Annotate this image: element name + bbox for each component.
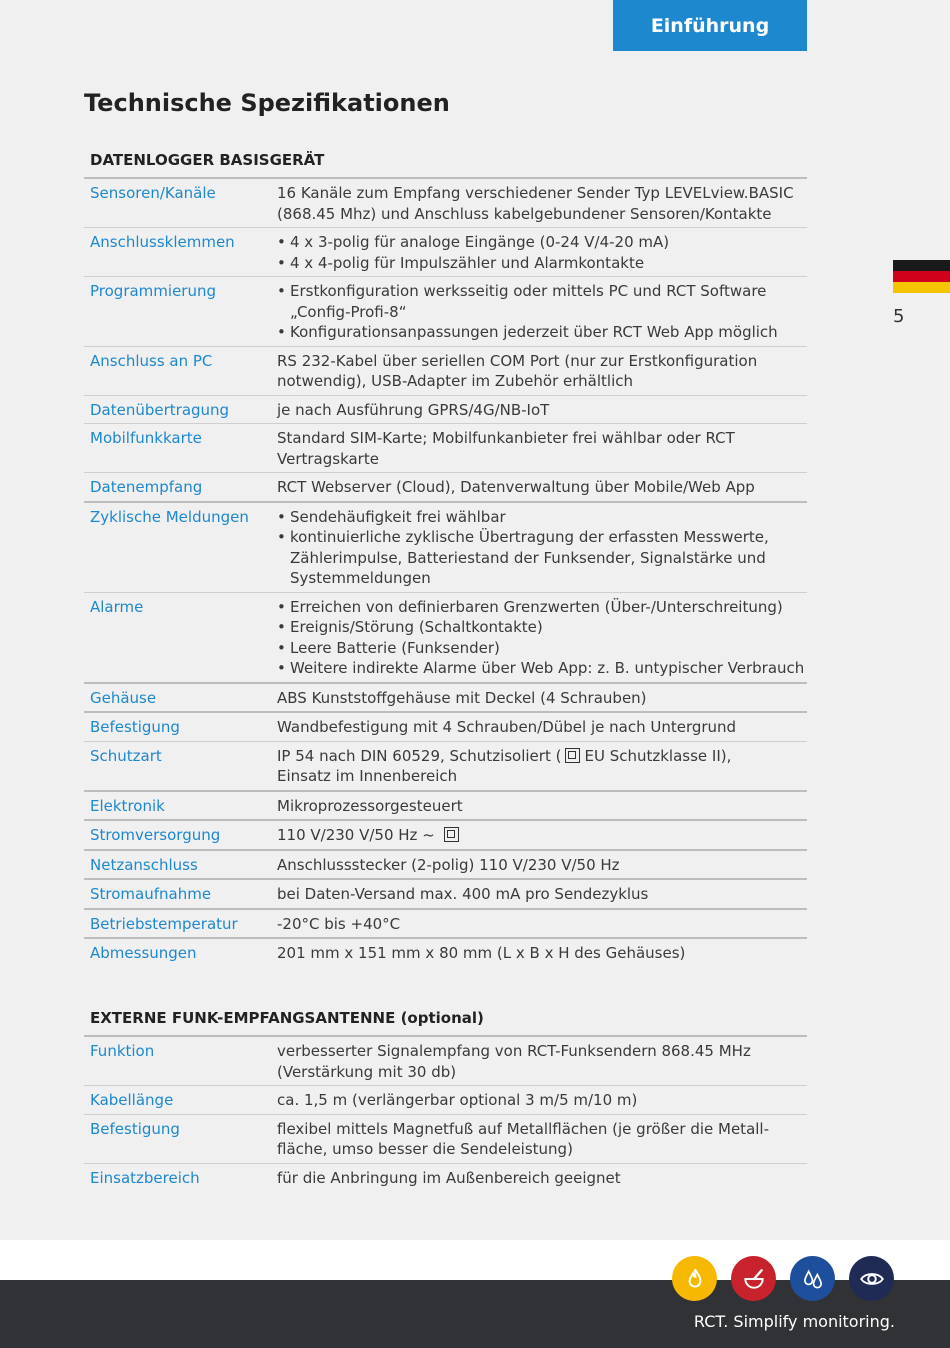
list-item: • Leere Batterie (Funksender) xyxy=(277,638,807,659)
spec-label: Kabellänge xyxy=(90,1091,174,1109)
german-flag-icon xyxy=(893,260,950,293)
spec-label: Betriebstemperatur xyxy=(90,914,238,933)
table-row xyxy=(84,821,807,851)
spec-value: RS 232-Kabel über seriellen COM Port (nur zur Erstkonfiguration notwendig), USB-Adapter im Zubehör erhältlich xyxy=(277,351,758,390)
spec-label: Alarme xyxy=(90,597,144,616)
table-row xyxy=(84,347,807,396)
spec-value: 201 mm x 151 mm x 80 mm (L x B x H des Gehäuses) xyxy=(277,944,686,962)
spec-value: -20°C bis +40°C xyxy=(277,914,401,933)
table-row xyxy=(84,684,807,714)
table-row xyxy=(84,1086,807,1115)
spec-value: RCT Webserver (Cloud), Datenverwaltung über Mobile/Web App xyxy=(277,478,755,496)
spec-value: ca. 1,5 m (verlängerbar optional 3 m/5 m/10 m) xyxy=(277,1091,638,1109)
spec-value xyxy=(277,597,807,679)
mortar-pestle-icon xyxy=(731,1256,776,1301)
table-row xyxy=(84,1164,807,1192)
spec-label: Einsatzbereich xyxy=(90,1168,200,1187)
flame-icon xyxy=(672,1256,717,1301)
spec-value: Wandbefestigung mit 4 Schrauben/Dübel je nach Untergrund xyxy=(277,718,737,736)
list-item: • kontinuierliche zyklische Übertragung der erfassten Messwerte, Zählerimpulse, Batteriestand der Funksender, Signalstärke und Systemmeldungen xyxy=(277,527,807,589)
spec-value: ABS Kunststoffgehäuse mit Deckel (4 Schrauben) xyxy=(277,688,647,707)
protection-class-ii-icon xyxy=(444,827,459,842)
spec-label: Abmessungen xyxy=(90,944,197,962)
spec-value: Standard SIM-Karte; Mobilfunkanbieter frei wählbar oder RCT Vertragskarte xyxy=(277,429,735,468)
table-row xyxy=(84,179,807,228)
list-item: • 4 x 4-polig für Impulszähler und Alarmkontakte xyxy=(277,253,807,274)
spec-value: verbesserter Signalempfang von RCT-Funksendern 868.45 MHz (Verstärkung mit 30 db) xyxy=(277,1042,751,1081)
table-row xyxy=(84,503,807,593)
list-item: • Erstkonfiguration werksseitig oder mittels PC und RCT Software „Config-Profi-8“ xyxy=(277,281,807,322)
table-row xyxy=(84,910,807,940)
spec-label: Gehäuse xyxy=(90,688,157,707)
section-tab: Einführung xyxy=(613,0,807,51)
spec-label: Funktion xyxy=(90,1042,155,1060)
table-row xyxy=(84,880,807,910)
spec-value: je nach Ausführung GPRS/4G/NB-IoT xyxy=(277,400,550,419)
spec-value: 110 V/230 V/50 Hz ~ xyxy=(277,825,807,846)
spec-label: Anschluss an PC xyxy=(90,351,213,370)
table-row xyxy=(84,742,807,792)
spec-label: Befestigung xyxy=(90,1119,180,1138)
spec-label: Zyklische Meldungen xyxy=(90,507,249,526)
spec-value xyxy=(277,507,807,589)
page-number: 5 xyxy=(893,306,905,327)
spec-value xyxy=(277,232,807,273)
spec-value: für die Anbringung im Außenbereich geeignet xyxy=(277,1168,621,1187)
list-item: • Erreichen von definierbaren Grenzwerten (Über-/Unterschreitung) xyxy=(277,597,807,618)
table-row xyxy=(84,1115,807,1164)
table-row xyxy=(84,593,807,684)
table-row xyxy=(84,1037,807,1086)
spec-label: Schutzart xyxy=(90,746,162,765)
footer-icons xyxy=(672,1256,894,1301)
antenna-spec-table xyxy=(84,1009,807,1191)
spec-value: IP 54 nach DIN 60529, Schutzisoliert ( EU Schutzklasse II), Einsatz im Innenbereich xyxy=(277,746,732,785)
table-row xyxy=(84,228,807,277)
table-row xyxy=(84,939,807,967)
spec-value: Anschlussstecker (2-polig) 110 V/230 V/50 Hz xyxy=(277,855,620,874)
table-row xyxy=(84,396,807,425)
list-item: • Sendehäufigkeit frei wählbar xyxy=(277,507,807,528)
spec-label: Befestigung xyxy=(90,718,180,736)
table-row xyxy=(84,713,807,742)
list-item: • Konfigurationsanpassungen jederzeit über RCT Web App möglich xyxy=(277,322,807,343)
spec-label: Programmierung xyxy=(90,282,216,300)
spec-value: Mikroprozessorgesteuert xyxy=(277,796,463,815)
table-row xyxy=(84,851,807,881)
table-row xyxy=(84,424,807,473)
page-title: Technische Spezifikationen xyxy=(84,89,450,117)
list-item: • Ereignis/Störung (Schaltkontakte) xyxy=(277,617,807,638)
spec-value: bei Daten-Versand max. 400 mA pro Sendezyklus xyxy=(277,885,649,903)
spec-label: Stromaufnahme xyxy=(90,885,212,903)
list-item: • 4 x 3-polig für analoge Eingänge (0-24 V/4-20 mA) xyxy=(277,232,807,253)
spec-label: Datenübertragung xyxy=(90,400,230,419)
water-drops-icon xyxy=(790,1256,835,1301)
spec-label: Sensoren/Kanäle xyxy=(90,184,216,202)
datalogger-heading: DATENLOGGER BASISGERÄT xyxy=(84,151,807,179)
datalogger-spec-table xyxy=(84,151,807,967)
spec-label: Datenempfang xyxy=(90,478,203,496)
list-item: • Weitere indirekte Alarme über Web App: z. B. untypischer Verbrauch xyxy=(277,658,807,679)
spec-value: 16 Kanäle zum Empfang verschiedener Sender Typ LEVELview.BASIC (868.45 Mhz) und Anschluss kabelgebundener Sensoren/Kontakte xyxy=(277,184,794,223)
antenna-heading: EXTERNE FUNK-EMPFANGSANTENNE (optional) xyxy=(84,1009,807,1037)
protection-class-ii-icon xyxy=(565,748,580,763)
spec-value xyxy=(277,281,807,343)
table-row xyxy=(84,473,807,503)
footer-slogan: RCT. Simplify monitoring. xyxy=(693,1312,895,1331)
spec-label: Mobilfunkkarte xyxy=(90,429,202,447)
table-row xyxy=(84,277,807,347)
table-row xyxy=(84,792,807,822)
spec-value: flexibel mittels Magnetfuß auf Metallflächen (je größer die Metall- fläche, umso besser die Sendeleistung) xyxy=(277,1119,770,1158)
eye-icon xyxy=(849,1256,894,1301)
spec-label: Elektronik xyxy=(90,796,165,815)
spec-label: Anschlussklemmen xyxy=(90,233,235,251)
spec-label: Stromversorgung xyxy=(90,826,221,844)
spec-label: Netzanschluss xyxy=(90,855,198,874)
